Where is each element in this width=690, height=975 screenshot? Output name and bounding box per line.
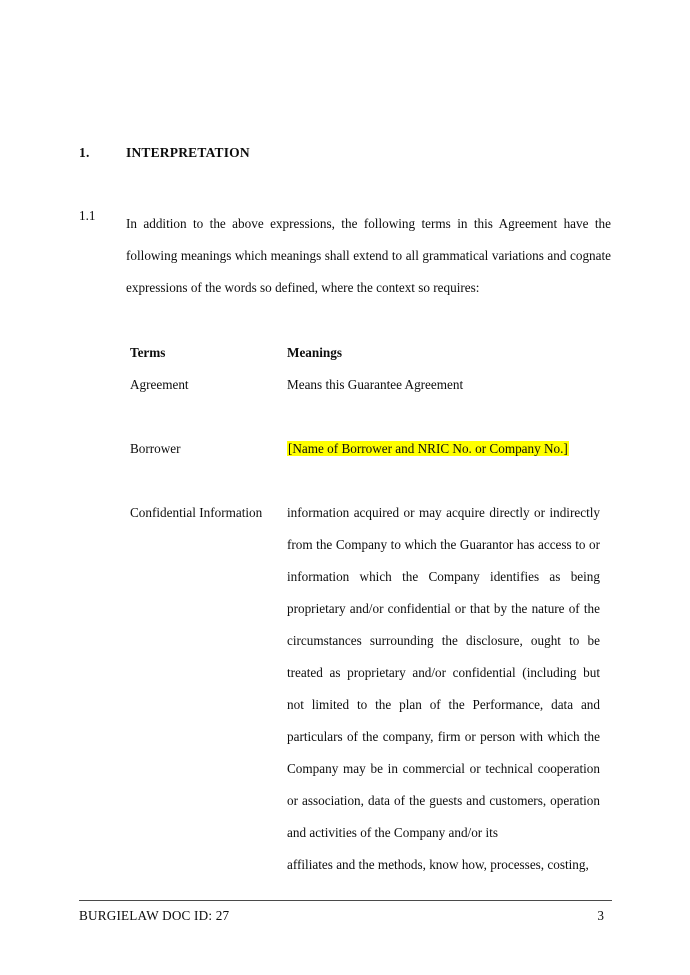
clause-text: In addition to the above expressions, the following terms in this Agreement have the following meanings which meanings shall extend to all grammatical variations and cognate expressions of the words so defined, where the context so requires: (126, 216, 611, 295)
section-heading-number: 1. (79, 145, 90, 160)
clause-1-1 (79, 208, 611, 304)
definition-meaning-last-line: affiliates and the methods, know how, processes, costing, (287, 857, 589, 872)
footer-divider (79, 900, 612, 901)
definitions-table-header-row (130, 337, 600, 369)
definition-term: Confidential Information (130, 505, 263, 520)
section-heading-title: INTERPRETATION (126, 145, 250, 160)
definition-meaning (287, 497, 600, 881)
page-footer (79, 900, 612, 924)
row-spacer (130, 401, 600, 433)
footer-line (79, 908, 612, 924)
clause-body (126, 208, 611, 304)
table-row (130, 497, 600, 881)
clause-number: 1.1 (79, 208, 96, 223)
definitions-table (130, 337, 600, 881)
column-header-meanings: Meanings (287, 345, 342, 360)
definition-meaning: Means this Guarantee Agreement (287, 377, 464, 392)
highlighted-placeholder: [Name of Borrower and NRIC No. or Company No.] (288, 441, 568, 456)
column-header-terms: Terms (130, 345, 166, 360)
footer-doc-id: BURGIELAW DOC ID: 27 (79, 908, 230, 923)
table-row (130, 369, 600, 401)
definition-term: Borrower (130, 441, 181, 456)
definition-meaning (287, 433, 600, 465)
row-spacer (130, 465, 600, 497)
definition-term: Agreement (130, 377, 189, 392)
definition-meaning-text: information acquired or may acquire directly or indirectly from the Company to which the Guarantor has access to or information which the Company identifies as being proprietary and/or confidential or that by the nature of the circumstances surrounding the disclosure, ought to be treated as proprietary and/or confidential (including but not limited to the plan of the Performance, data and particulars of the company, firm or person with which the Company may be in commercial or technical cooperation or association, data of the guests and customers, operation and activities of the Company and/or its (287, 505, 600, 840)
section-heading (79, 145, 613, 161)
table-row (130, 433, 600, 465)
footer-page-number: 3 (597, 908, 604, 923)
